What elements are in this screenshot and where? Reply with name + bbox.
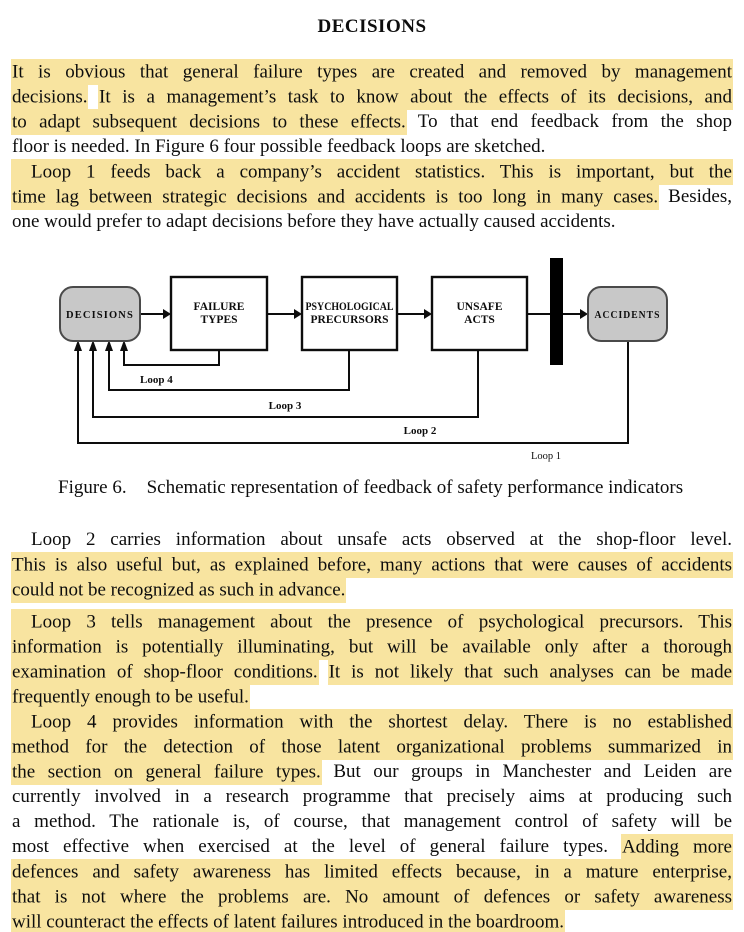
highlighted-text: could not be recognized as such in advance. [11, 577, 346, 603]
highlighted-text: time lag between strategic decisions and accidents is too long in many cases. [11, 184, 659, 210]
arrowhead-right-icon [294, 309, 302, 319]
top-paragraphs [12, 59, 732, 234]
text-line [12, 84, 732, 109]
highlighted-text: defences and safety awareness has limited effects because, in a mature enterprise, [11, 859, 733, 885]
text-line [12, 527, 732, 552]
node-decisions-label: DECISIONS [66, 309, 134, 321]
plain-text: But our groups in Manchester and Leiden are [333, 761, 733, 782]
highlighted-text: that is not where the problems are. No amount of defences or safety awareness [11, 884, 733, 910]
figure-caption-label: Figure 6. [58, 477, 127, 498]
text-line [12, 784, 732, 809]
arrowhead-right-icon [424, 309, 432, 319]
text-line [12, 109, 732, 134]
node-unsafe-acts-label2: ACTS [464, 314, 495, 326]
highlighted-text: It is a management’s task to know about the effects of its decisions, and [98, 84, 733, 110]
loop-3-label: Loop 3 [268, 400, 302, 412]
text-line [12, 634, 732, 659]
paragraph [12, 59, 732, 234]
text-line [12, 659, 732, 684]
plain-text: currently involved in a research programme that precisely aims at producing such [12, 786, 732, 807]
text-line [12, 209, 732, 234]
page-title: DECISIONS [317, 16, 427, 37]
feedback-loop-paths [78, 341, 628, 443]
paragraph [12, 709, 732, 932]
text-line [12, 834, 732, 859]
text-line [12, 552, 732, 577]
highlighted-text: Loop 4 provides information with the shortest delay. There is no established [11, 709, 733, 735]
plain-text: most effective when exercised at the level of general failure types. [12, 836, 608, 857]
paragraph-indent [12, 726, 31, 727]
text-line [12, 709, 732, 734]
bottom-paragraphs [12, 527, 732, 932]
highlighted-text: examination of shop-floor conditions. [11, 659, 319, 685]
figure-6-diagram [0, 252, 744, 473]
paragraph-indent [12, 176, 31, 177]
loop-1-path [78, 341, 628, 443]
text-line [12, 759, 732, 784]
paragraph [12, 609, 732, 709]
plain-text: one would prefer to adapt decisions before they have actually caused accidents. [12, 211, 616, 232]
text-line [12, 884, 732, 909]
feedback-loops-schematic [0, 252, 744, 467]
loop-1-label: Loop 1 [530, 451, 562, 462]
plain-text: Loop 2 carries information about unsafe acts observed at the shop-floor level. [12, 529, 732, 550]
highlighted-text: Loop 1 feeds back a company’s accident statistics. This is important, but the [11, 159, 733, 185]
figure-caption-text: Schematic representation of feedback of safety performance indicators [146, 477, 684, 498]
plain-text: Besides, [668, 186, 733, 207]
highlighted-text: decisions. [11, 84, 88, 110]
node-psychological-precursors-label: PSYCHOLOGICAL [305, 301, 394, 313]
text-line [12, 184, 732, 209]
barrier-bar [550, 258, 563, 365]
highlighted-text: Adding more [621, 834, 733, 860]
plain-text: floor is needed. In Figure 6 four possible feedback loops are sketched. [12, 136, 546, 157]
paragraph-indent [12, 544, 31, 545]
highlighted-text: It is not likely that such analyses can be made [328, 659, 733, 685]
node-accidents-label: ACCIDENTS [594, 309, 661, 321]
text-line [12, 734, 732, 759]
loop-4-label: Loop 4 [140, 374, 173, 386]
text-line [12, 684, 732, 709]
loop-2-label: Loop 2 [403, 425, 437, 437]
highlighted-text: information is potentially illuminating, but will be available only after a thorough [11, 634, 733, 660]
text-line [12, 809, 732, 834]
figure-caption [12, 475, 732, 500]
paragraph [12, 527, 732, 602]
text-line [12, 159, 732, 184]
highlighted-text: the section on general failure types. [11, 759, 322, 785]
node-psychological-precursors-label2: PRECURSORS [310, 314, 389, 326]
plain-text: To that end feedback from the shop [417, 111, 732, 132]
text-line [12, 859, 732, 884]
highlighted-text: method for the detection of those latent organizational problems summarized in [11, 734, 733, 760]
plain-text: a method. The rationale is, of course, that management control of safety will be [12, 811, 732, 832]
highlighted-text: It is obvious that general failure types are created and removed by management [11, 59, 733, 85]
text-line [12, 609, 732, 634]
text-line [12, 59, 732, 84]
node-failure-types-label: FAILURE [193, 301, 245, 313]
paragraph-indent [12, 626, 31, 627]
highlighted-text: Loop 3 tells management about the presence of psychological precursors. This [11, 609, 733, 635]
arrowhead-right-icon [580, 309, 588, 319]
highlighted-text: to adapt subsequent decisions to these effects. [11, 109, 407, 135]
text-line [12, 909, 732, 932]
highlighted-text: This is also useful but, as explained before, many actions that were causes of accidents [11, 552, 733, 578]
text-line [12, 134, 732, 159]
highlighted-text: frequently enough to be useful. [11, 684, 250, 710]
text-line [12, 577, 732, 602]
highlighted-text: will counteract the effects of latent failures introduced in the boardroom. [11, 909, 565, 932]
node-unsafe-acts-label: UNSAFE [456, 301, 503, 313]
node-failure-types-label2: TYPES [200, 314, 238, 326]
